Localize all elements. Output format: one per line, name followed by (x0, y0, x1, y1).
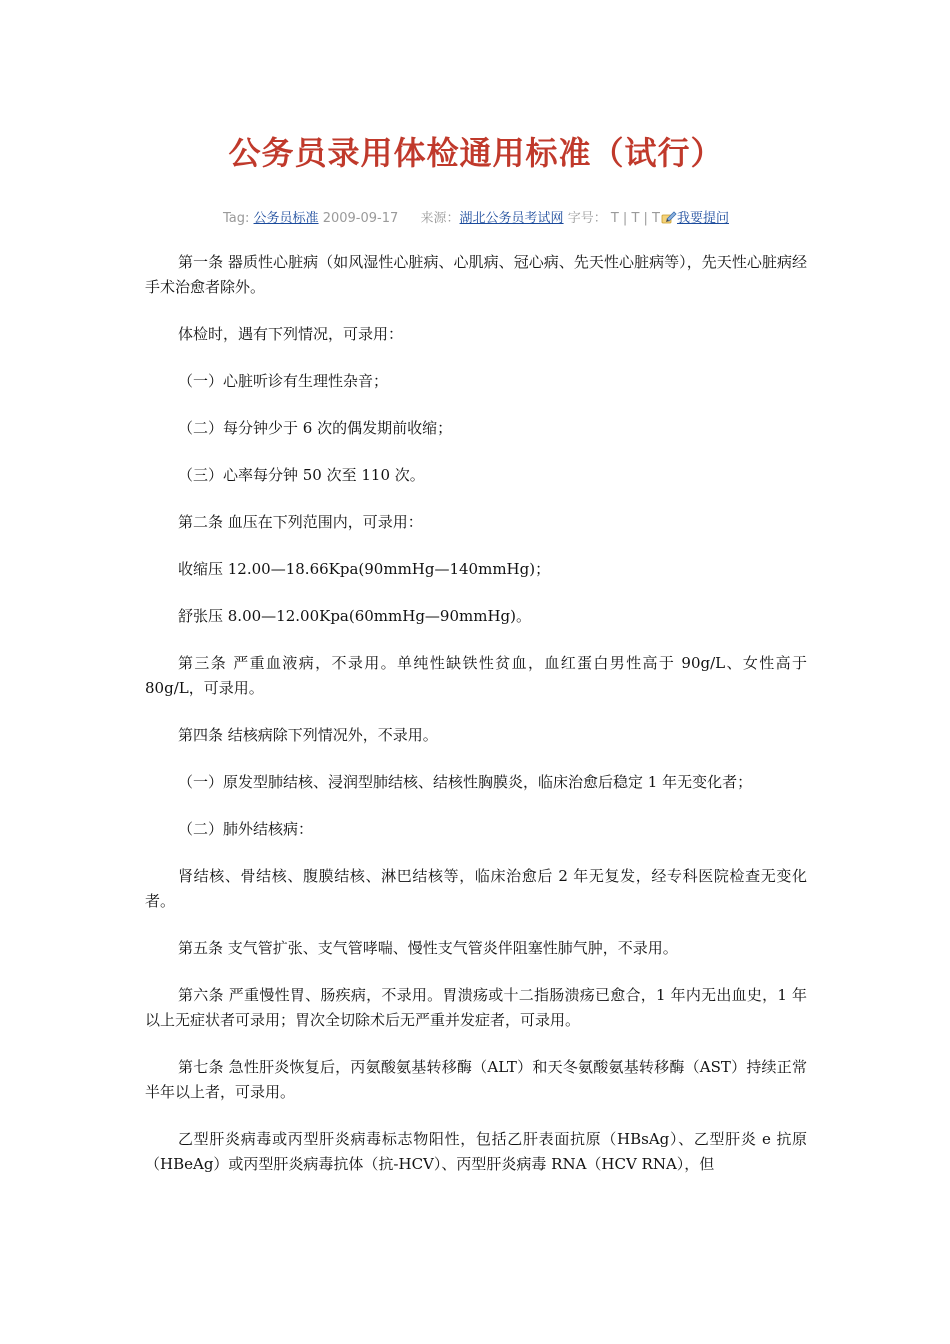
publish-date: 2009-09-17 (322, 211, 399, 226)
paragraph: 第六条 严重慢性胃、肠疾病，不录用。胃溃疡或十二指肠溃疡已愈合，1 年内无出血史，1 年以上无症状者可录用；胃次全切除术后无严重并发症者，可录用。 (145, 986, 807, 1029)
paragraph: （一）心脏听诊有生理性杂音； (178, 372, 389, 390)
paragraph: 第二条 血压在下列范围内，可录用： (178, 513, 423, 531)
font-size-label: 字号： (567, 211, 607, 226)
article-body (145, 250, 807, 1199)
paragraph: 第五条 支气管扩张、支气管哮喘、慢性支气管炎伴阻塞性肺气肿，不录用。 (178, 939, 678, 957)
tag-link[interactable]: 公务员标准 (253, 211, 319, 226)
paragraph: 第七条 急性肝炎恢复后，丙氨酸氨基转移酶（ALT）和天冬氨酸氨基转移酶（AST）持续正常半年以上者，可录用。 (145, 1058, 807, 1101)
paragraph: 第三条 严重血液病，不录用。单纯性缺铁性贫血，血红蛋白男性高于 90g/L、女性高于 80g/L，可录用。 (145, 654, 807, 697)
pencil-icon (661, 210, 677, 224)
ask-question-link[interactable]: 我要提问 (676, 211, 729, 226)
font-size-options[interactable]: T | T | T (610, 211, 660, 226)
paragraph: 收缩压 12.00—18.66Kpa(90mmHg—140mmHg)； (178, 560, 551, 578)
source-label: 来源： (420, 211, 460, 226)
paragraph: 第一条 器质性心脏病（如风湿性心脏病、心肌病、冠心病、先天性心脏病等），先天性心脏病经手术治愈者除外。 (145, 253, 807, 296)
paragraph: （三）心率每分钟 50 次至 110 次。 (178, 466, 425, 484)
paragraph: 舒张压 8.00—12.00Kpa(60mmHg—90mmHg)。 (178, 607, 531, 625)
paragraph: （二）肺外结核病： (178, 820, 314, 838)
article-meta (145, 207, 807, 226)
paragraph: 肾结核、骨结核、腹膜结核、淋巴结核等，临床治愈后 2 年无复发，经专科医院检查无变化者。 (145, 867, 807, 910)
document-title: 公务员录用体检通用标准（试行） (228, 134, 724, 172)
source-link[interactable]: 湖北公务员考试网 (459, 211, 564, 226)
paragraph: （二）每分钟少于 6 次的偶发期前收缩； (178, 419, 453, 437)
paragraph: （一）原发型肺结核、浸润型肺结核、结核性胸膜炎，临床治愈后稳定 1 年无变化者； (178, 773, 753, 791)
tag-label: Tag: (223, 211, 250, 226)
paragraph: 第四条 结核病除下列情况外，不录用。 (178, 726, 438, 744)
paragraph: 体检时，遇有下列情况，可录用： (178, 325, 404, 343)
paragraph: 乙型肝炎病毒或丙型肝炎病毒标志物阳性，包括乙肝表面抗原（HBsAg）、乙型肝炎 e 抗原（HBeAg）或丙型肝炎病毒抗体（抗-HCV）、丙型肝炎病毒 RNA（HCV RNA），但 (145, 1130, 807, 1173)
